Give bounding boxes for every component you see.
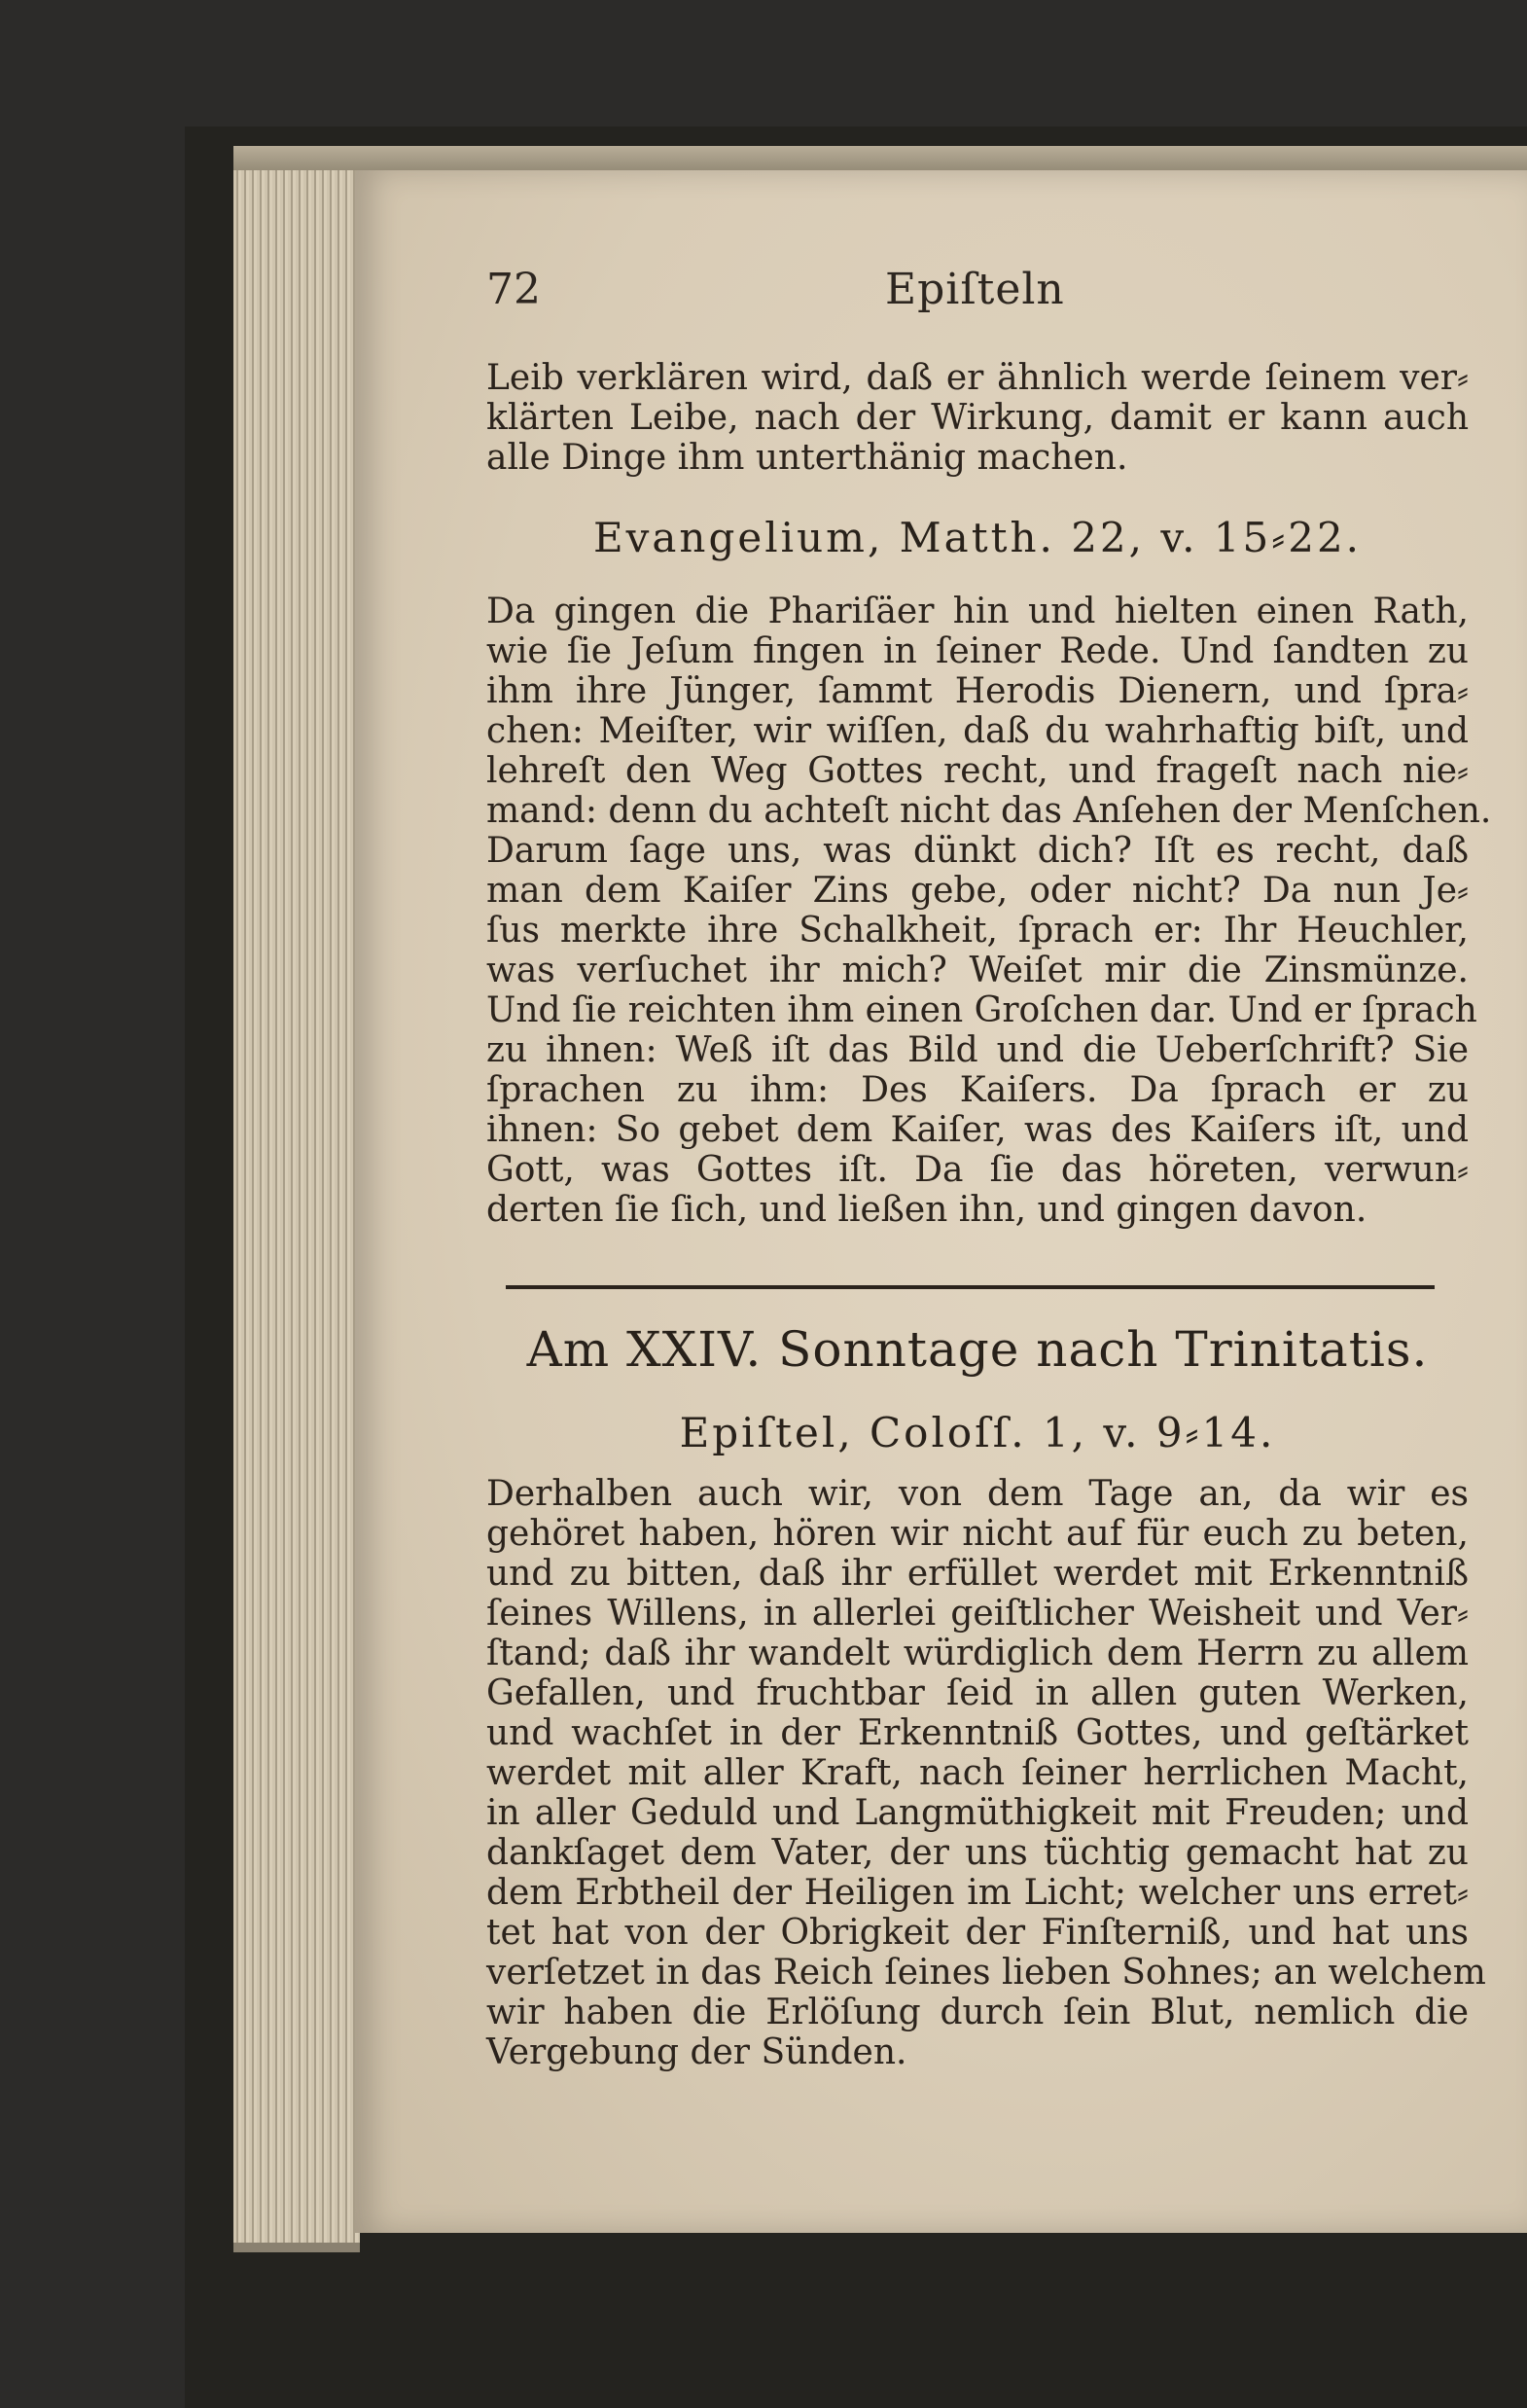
text-line: dem Erbtheil der Heiligen im Licht; welcher uns erret⸗ xyxy=(486,1873,1469,1913)
text-line: ſtand; daß ihr wandelt würdiglich dem Herrn zu allem xyxy=(486,1634,1469,1673)
section-divider xyxy=(506,1285,1435,1289)
epistle-paragraph xyxy=(486,1474,1486,2072)
running-title: Epiſteln xyxy=(885,265,1065,314)
intro-paragraph xyxy=(486,358,1469,478)
gospel-heading: Evangelium, Matth. 22, v. 15⸗22. xyxy=(592,514,1363,561)
text-line: mand: denn du achteſt nicht das Anſehen der Menſchen. xyxy=(486,791,1492,831)
text-line: derten ſie ſich, und ließen ihn, und gingen davon. xyxy=(486,1190,1367,1230)
text-line: was verſuchet ihr mich? Weiſet mir die Zinsmünze. xyxy=(486,951,1469,990)
text-line: alle Dinge ihm unterthänig machen. xyxy=(486,438,1128,478)
text-line: lehreſt den Weg Gottes recht, und frageſt nach nie⸗ xyxy=(486,751,1469,791)
text-line: Da gingen die Phariſäer hin und hielten einen Rath, xyxy=(486,592,1469,631)
text-line: man dem Kaiſer Zins gebe, oder nicht? Da nun Je⸗ xyxy=(486,871,1469,911)
text-line: werdet mit aller Kraft, nach ſeiner herrlichen Macht, xyxy=(486,1753,1469,1793)
text-line: und zu bitten, daß ihr erfüllet werdet mit Erkenntniß xyxy=(486,1554,1469,1594)
text-line: ſprachen zu ihm: Des Kaiſers. Da ſprach er zu xyxy=(486,1070,1469,1110)
page-stack xyxy=(233,170,360,2252)
text-line: Gott, was Gottes iſt. Da ſie das höreten, verwun⸗ xyxy=(486,1150,1469,1190)
text-line: Darum ſage uns, was dünkt dich? Iſt es recht, daß xyxy=(486,831,1469,871)
text-line: verſetzet in das Reich ſeines lieben Sohnes; an welchem xyxy=(486,1953,1486,1993)
text-line: Gefallen, und fruchtbar ſeid in allen guten Werken, xyxy=(486,1673,1469,1713)
text-line: Und ſie reichten ihm einen Groſchen dar. Und er ſprach xyxy=(486,990,1477,1030)
text-line: Derhalben auch wir, von dem Tage an, da wir es xyxy=(486,1474,1469,1514)
text-line: ſus merkte ihre Schalkheit, ſprach er: Ihr Heuchler, xyxy=(486,911,1469,951)
sunday-heading: Am XXIV. Sonntage nach Trinitatis. xyxy=(526,1321,1429,1378)
text-line: Leib verklären wird, daß er ähnlich werde ſeinem ver⸗ xyxy=(486,358,1469,398)
text-line: und wachſet in der Erkenntniß Gottes, und geſtärket xyxy=(486,1713,1469,1753)
text-line: wie ſie Jeſum fingen in ſeiner Rede. Und ſandten zu xyxy=(486,631,1469,671)
text-line: chen: Meiſter, wir wiſſen, daß du wahrhaftig biſt, und xyxy=(486,711,1469,751)
text-line: zu ihnen: Weß iſt das Bild und die Ueberſchrift? Sie xyxy=(486,1030,1469,1070)
gospel-paragraph xyxy=(486,592,1492,1230)
text-line: dankſaget dem Vater, der uns tüchtig gemacht hat zu xyxy=(486,1833,1469,1873)
text-line: Vergebung der Sünden. xyxy=(486,2032,907,2072)
page-number: 72 xyxy=(486,265,541,314)
text-line: wir haben die Erlöſung durch ſein Blut, nemlich die xyxy=(486,1993,1469,2032)
text-line: klärten Leibe, nach der Wirkung, damit er kann auch xyxy=(486,398,1469,438)
page-header xyxy=(486,265,1459,323)
text-line: ihnen: So gebet dem Kaiſer, was des Kaiſers iſt, und xyxy=(486,1110,1469,1150)
text-line: tet hat von der Obrigkeit der Finſterniß, und hat uns xyxy=(486,1913,1469,1953)
text-line: in aller Geduld und Langmüthigkeit mit Freuden; und xyxy=(486,1793,1469,1833)
text-line: ſeines Willens, in allerlei geiſtlicher Weisheit und Ver⸗ xyxy=(486,1594,1469,1634)
epistle-heading: Epiſtel, Coloſſ. 1, v. 9⸗14. xyxy=(679,1409,1276,1456)
text-line: gehöret haben, hören wir nicht auf für euch zu beten, xyxy=(486,1514,1469,1554)
text-line: ihm ihre Jünger, ſammt Herodis Dienern, und ſpra⸗ xyxy=(486,671,1469,711)
